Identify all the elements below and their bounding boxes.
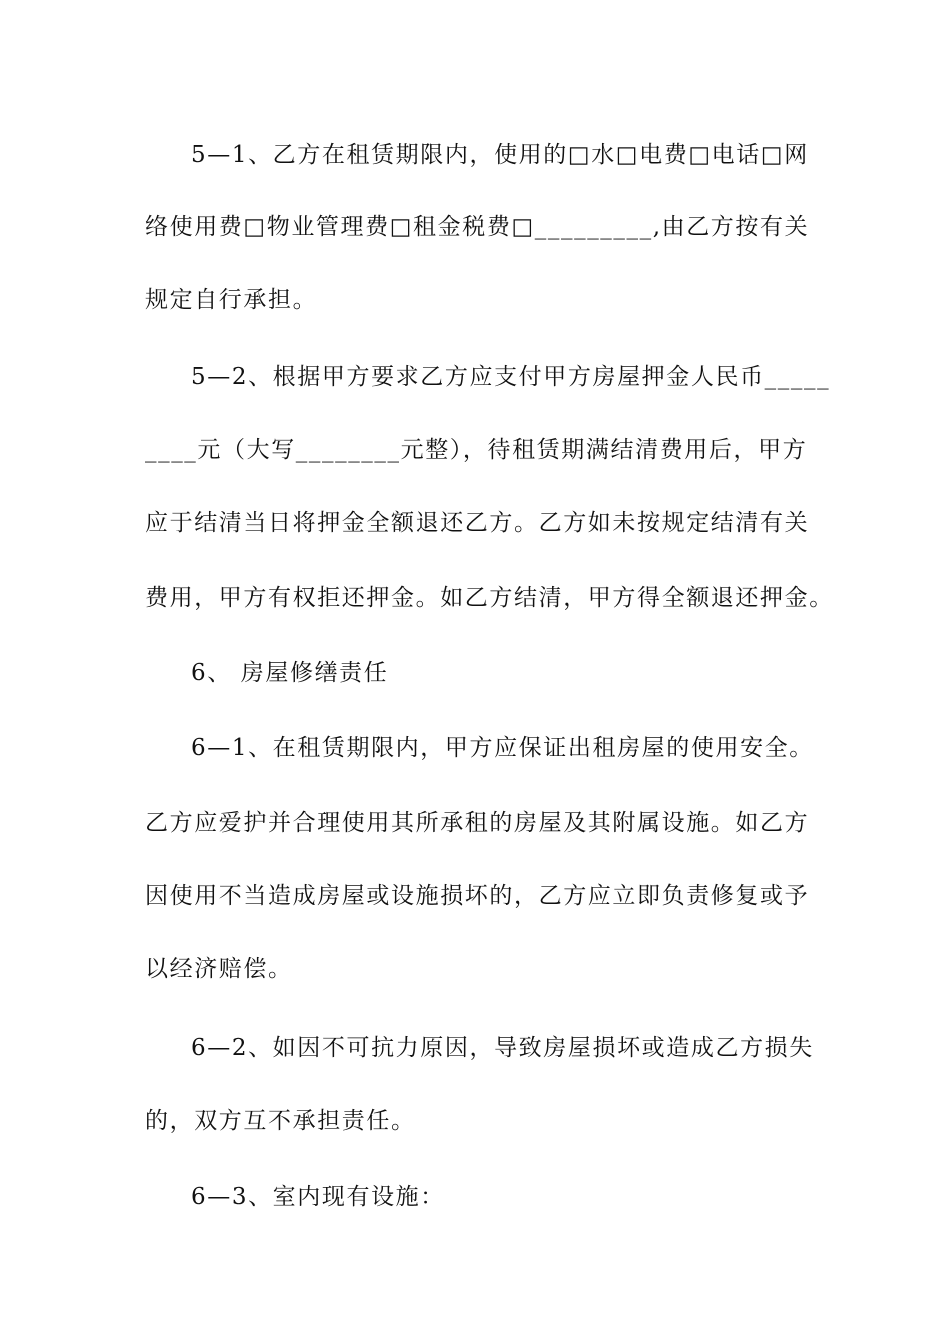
clause-6-1-line-3: 因使用不当造成房屋或设施损坏的，乙方应立即负责修复或予 <box>145 883 810 909</box>
clause-6-1-line-4: 以经济赔偿。 <box>145 956 293 982</box>
clause-5-1-line-1: 5—1、乙方在租赁期限内，使用的□水□电费□电话□网 <box>191 142 809 168</box>
clause-5-2-line-2: ____元（大写________元整），待租赁期满结清费用后，甲方 <box>145 437 808 463</box>
clause-6-3-line-1: 6—3、室内现有设施： <box>191 1184 445 1210</box>
section-6-heading: 6、 房屋修缮责任 <box>191 660 389 686</box>
clause-6-2-line-1: 6—2、如因不可抗力原因，导致房屋损坏或造成乙方损失 <box>191 1035 814 1061</box>
clause-5-1-line-2: 络使用费□物业管理费□租金税费□_________,由乙方按有关 <box>145 214 810 240</box>
clause-5-2-line-1: 5—2、根据甲方要求乙方应支付甲方房屋押金人民币_____ <box>191 364 831 390</box>
clause-6-1-line-2: 乙方应爱护并合理使用其所承租的房屋及其附属设施。如乙方 <box>145 810 810 836</box>
clause-6-1-line-1: 6—1、在租赁期限内，甲方应保证出租房屋的使用安全。 <box>191 735 814 761</box>
clause-6-2-line-2: 的，双方互不承担责任。 <box>145 1108 416 1134</box>
clause-5-2-line-4: 费用，甲方有权拒还押金。如乙方结清，甲方得全额退还押金。 <box>145 585 834 611</box>
clause-5-1-line-3: 规定自行承担。 <box>145 287 318 313</box>
clause-5-2-line-3: 应于结清当日将押金全额退还乙方。乙方如未按规定结清有关 <box>145 510 810 536</box>
